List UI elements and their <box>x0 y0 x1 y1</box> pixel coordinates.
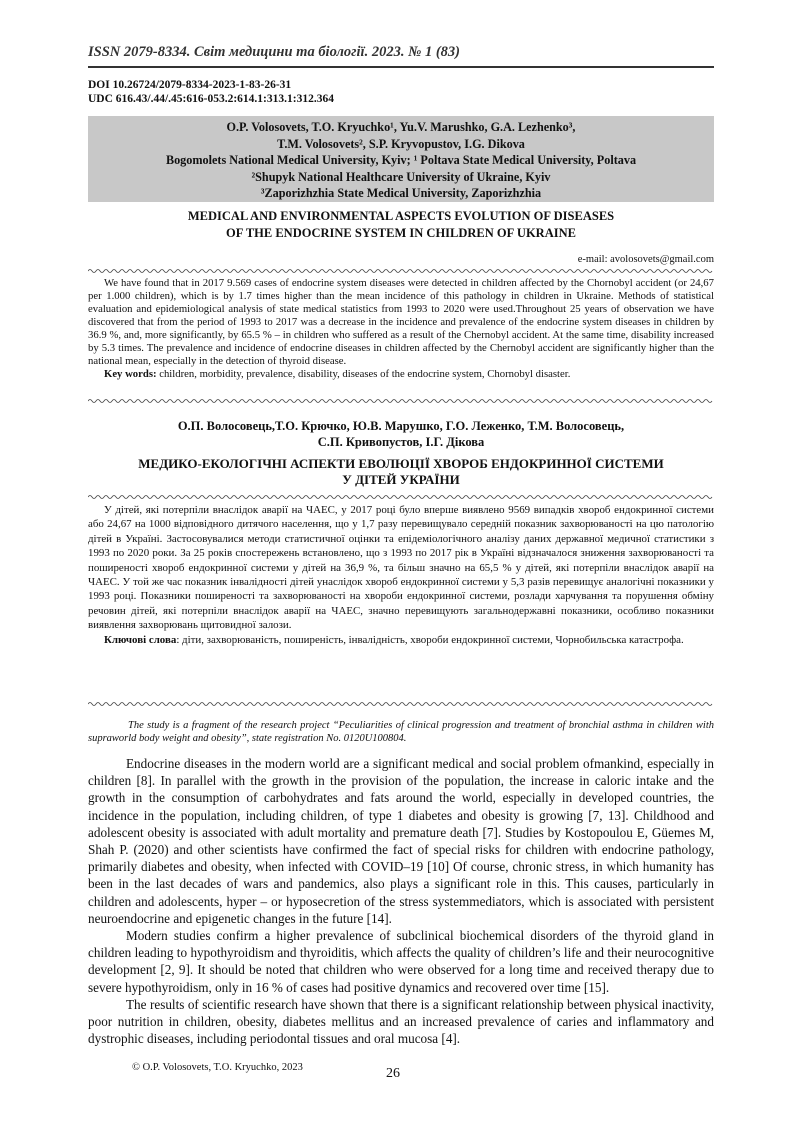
identifiers <box>88 78 714 106</box>
authors-ua-line2: С.П. Кривопустов, І.Г. Дікова <box>317 435 485 449</box>
keywords-en-label: Key words: <box>104 368 157 380</box>
keywords-en-list: children, morbidity, prevalence, disability, diseases of the endocrine system, Chornobyl disaster. <box>156 368 571 380</box>
title-ua-line2: У ДІТЕЙ УКРАЇНИ <box>342 472 460 487</box>
body-paragraph-3: The results of scientific research have shown that there is a significant relationship between physical inactivity, poor nutrition in children, obesity, diabetes mellitus and an increased prevalence of caries and inflammatory and dystrophic diseases, including periodontal tissues and oral mucosa [4]. <box>88 996 714 1047</box>
article-body <box>88 755 714 1047</box>
author-block-en <box>88 116 714 202</box>
authors-en-line1: O.P. Volosovets, T.O. Kryuchko¹, Yu.V. Marushko, G.A. Lezhenko³, <box>226 120 576 134</box>
doi[interactable]: DOI 10.26724/2079-8334-2023-1-83-26-31 <box>88 79 292 91</box>
wavy-divider <box>88 701 714 707</box>
project-note <box>88 719 714 745</box>
affiliation-2: ²Shupyk National Healthcare University of Ukraine, Kyiv <box>251 169 551 184</box>
page-number: 26 <box>386 1066 400 1081</box>
project-note-text: The study is a fragment of the research project “Peculiarities of clinical progression and treatment of bronchial asthma in children with supraworld body weight and obesity”, state registration No. 0120U100804. <box>88 720 714 744</box>
title-ua-line1: МЕДИКО-ЕКОЛОГІЧНІ АСПЕКТИ ЕВОЛЮЦІЇ ХВОРОБ ЕНДОКРИННОЇ СИСТЕМИ <box>138 456 664 471</box>
abstract-ua-text: У дітей, які потерпіли внаслідок аварії на ЧАЕС, у 2017 році було вперше виявлено 9569 випадків хвороб ендокринної системи або 24,67 на 1000 відповідного дитячого населення, що у 1,7 разу перевищувало середній показник захворюваності на цю патологію дітей в Україні. Застосовувалися методи статистичної оцінки та епідеміологічного аналізу даних державної медичної статистики з 1993 по 2020 роки. За 25 років спостережень встановлено, що з 1993 по 2017 рік в Україні відзначалося зниження захворюваності та поширеності хвороб ендокринної системи у дітей на 36,9 %, та більш значно на 65,5 % у дітей, які потерпіли внаслідок аварії на ЧАЕС. У той же час показник інвалідності дітей унаслідок хвороб ендокринної системи у 5,3 разів перевищує аналогічні показники у 1993 році. Показники поширеності та захворюваності на хвороби ендокринної системи, розлади харчування та порушення обміну речовин дітей, які потерпіли внаслідок аварії на ЧАЕС, значно перевищують загальнодержавні показники, особливо показники виявлення захворювань щитовидної залози. <box>88 504 714 632</box>
contact-email[interactable]: e-mail: avolosovets@gmail.com <box>577 254 714 265</box>
abstract-ua <box>88 503 714 647</box>
keywords-en <box>88 368 714 381</box>
abstract-en-text: We have found that in 2017 9.569 cases of endocrine system diseases were detected in children affected by the Chornobyl accident (or 24,67 per 1.000 children), which is by 1.7 times higher than the mean incidence of this pathology in children in Ukraine. Methods of statistical evaluation and epidemiological analysis of state medical statistics from 1993 to 2020 were used.Throughout 25 years of observation we have discovered that from the period of 1993 to 2017 was a decrease in the incidence and prevalence of the endocrine system diseases in children by 36.9 %, and, more significantly, by 65.5 % – in children who suffered as a result of the Chernobyl accident. At the same time, disability increased by 5.3 times. The prevalence and incidence of endocrine diseases in children affected by the Chernobyl accident are significantly higher than the national mean, especially in the detection of thyroid disease. <box>88 277 714 367</box>
wavy-divider <box>88 398 714 404</box>
wavy-divider <box>88 268 714 274</box>
title-en-line2: OF THE ENDOCRINE SYSTEM IN CHILDREN OF UKRAINE <box>226 226 576 240</box>
affiliation-1: Bogomolets National Medical University, Kyiv; ¹ Poltava State Medical University, Poltava <box>165 153 637 167</box>
keywords-ua-list: : діти, захворюваність, поширеність, інвалідність, хвороби ендокринної системи, Чорнобильська катастрофа. <box>176 633 684 646</box>
wavy-divider <box>88 494 714 500</box>
header-rule <box>88 66 714 68</box>
affiliation-3: ³Zaporizhzhia State Medical University, Zaporizhzhia <box>260 186 542 200</box>
copyright-footer: © O.P. Volosovets, T.O. Kryuchko, 2023 <box>132 1062 303 1073</box>
body-paragraph-2: Modern studies confirm a higher prevalence of subclinical biochemical disorders of the thyroid gland in children leading to hypothyroidism and thyroiditis, which affects the quality of children’s life and their neurocognitive development [2, 9]. It should be noted that children who were observed for a long time and received therapy due to severe hypothyroidism, only in 16 % of cases had positive dynamics and recovered over time [15]. <box>88 928 714 995</box>
authors-en-line2: T.M. Volosovets², S.P. Kryvopustov, I.G. Dikova <box>277 136 525 151</box>
authors-ua-line1: О.П. Волосовець,Т.О. Крючко, Ю.В. Марушко, Г.О. Леженко, Т.М. Волосовець, <box>177 419 625 433</box>
article-title-en <box>88 208 714 242</box>
article-title-ua <box>88 456 714 488</box>
authors-ua <box>88 418 714 450</box>
abstract-en <box>88 277 714 381</box>
journal-header: ISSN 2079-8334. Світ медицини та біології. 2023. № 1 (83) <box>88 44 460 60</box>
keywords-ua-label: Ключові слова <box>104 633 177 646</box>
body-paragraph-1: Endocrine diseases in the modern world are a significant medical and social problem ofmankind, especially in children [8]. In parallel with the growth in the provision of the population, the increase in caloric intake and the growth in the consumption of carbohydrates and fats around the world, especially in developed countries, the incidence in the population, including children, of type 1 diabetes and obesity is growing [7, 13]. Childhood and adolescent obesity is associated with adult mortality and premature death [7]. Studies by Kostopoulou E, Güemes M, Shah P. (2020) and other scientists have confirmed the fact of special risks for children with endocrine pathology, primarily diabetes and obesity, when infected with COVID–19 [10] Of course, chronic stress, in which humanity has been in the last decades of wars and pandemics, also plays a significant role in this. This causes, particularly in children and adolescents, hyper – or hyposecretion of the stress systemmediators, which is associated with persistent neuroendocrine and epigenetic changes in the future [14]. <box>88 756 714 926</box>
title-en-line1: MEDICAL AND ENVIRONMENTAL ASPECTS EVOLUTION OF DISEASES <box>187 209 615 223</box>
keywords-ua <box>88 633 714 647</box>
udc: UDC 616.43/.44/.45:616-053.2:614.1:313.1:312.364 <box>88 93 334 105</box>
